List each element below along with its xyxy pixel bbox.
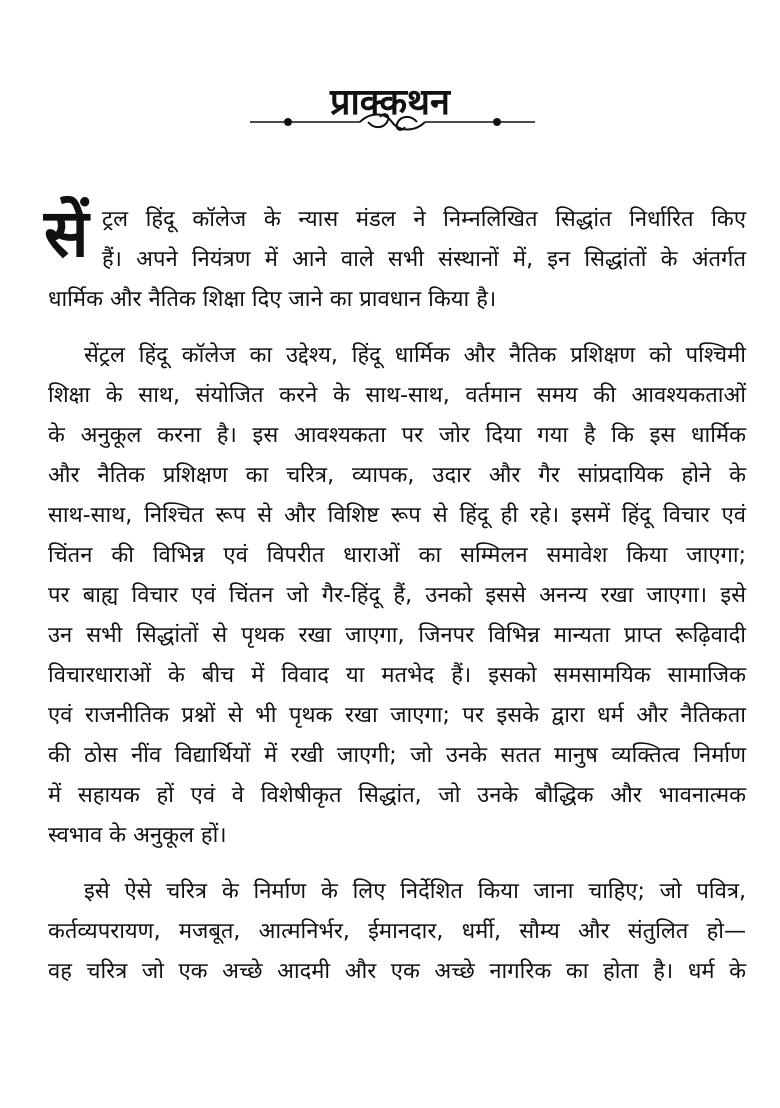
text-line: ट्रल हिंदू कॉलेज के न्यास मंडल ने निम्नलिखित सिद्धांत निर्धारित किए — [102, 207, 746, 232]
text-line: धार्मिक और नैतिक शिक्षा दिए जाने का प्रावधान किया है। — [48, 287, 497, 312]
text-line: पर बाह्य विचार एवं चिंतन जो गैर-हिंदू हैं, उनको इससे अनन्य रखा जाएगा। इसे — [48, 583, 746, 608]
text-line: इसे ऐसे चरित्र के निर्माण के लिए निर्देशित किया जाना चाहिए; जो पवित्र, — [84, 879, 746, 904]
text-line: एवं राजनीतिक प्रश्नों से भी पृथक रखा जाएगा; पर इसके द्वारा धर्म और नैतिकता — [48, 703, 746, 728]
text-line: साथ-साथ, निश्चित रूप से और विशिष्ट रूप से हिंदू ही रहे। इसमें हिंदू विचार एवं — [48, 503, 746, 528]
text-line: के अनुकूल करना है। इस आवश्यकता पर जोर दिया गया है कि इस धार्मिक — [48, 423, 746, 448]
text-line: स्वभाव के अनुकूल हों। — [48, 823, 227, 848]
paragraph-1 — [44, 195, 746, 320]
text-line: हैं। अपने नियंत्रण में आने वाले सभी संस्थानों में, इन सिद्धांतों के अंतर्गत — [102, 247, 746, 272]
preface-body — [44, 195, 746, 1008]
text-line: कर्तव्यपरायण, मजबूत, आत्मनिर्भर, ईमानदार, धर्मी, सौम्य और संतुलित हो— — [48, 919, 746, 944]
drop-cap: सें — [44, 195, 89, 272]
text-line: चिंतन की विभिन्न एवं विपरीत धाराओं का सम्मिलन समावेश किया जाएगा; — [48, 543, 746, 568]
title-ornament-divider-icon — [250, 108, 535, 136]
text-line: और नैतिक प्रशिक्षण का चरित्र, व्यापक, उदार और गैर सांप्रदायिक होने के — [48, 463, 746, 488]
paragraph-3 — [48, 872, 746, 992]
paragraph-2 — [48, 336, 746, 856]
text-line: में सहायक हों एवं वे विशेषीकृत सिद्धांत, जो उनके बौद्धिक और भावनात्मक — [48, 783, 746, 808]
text-line: की ठोस नींव विद्यार्थियों में रखी जाएगी; जो उनके सतत मानुष व्यक्तित्व निर्माण — [48, 743, 746, 768]
text-line: विचारधाराओं के बीच में विवाद या मतभेद हैं। इसको समसामयिक सामाजिक — [48, 663, 746, 688]
text-line: सेंट्रल हिंदू कॉलेज का उद्देश्य, हिंदू धार्मिक और नैतिक प्रशिक्षण को पश्चिमी — [84, 343, 746, 368]
text-line: वह चरित्र जो एक अच्छे आदमी और एक अच्छे नागरिक का होता है। धर्म के — [48, 959, 746, 984]
page-title: प्राक्कथन — [329, 82, 451, 124]
text-line: शिक्षा के साथ, संयोजित करने के साथ-साथ, वर्तमान समय की आवश्यकताओं — [48, 383, 746, 408]
text-line: उन सभी सिद्धांतों से पृथक रखा जाएगा, जिनपर विभिन्न मान्यता प्राप्त रूढ़िवादी — [48, 623, 746, 648]
